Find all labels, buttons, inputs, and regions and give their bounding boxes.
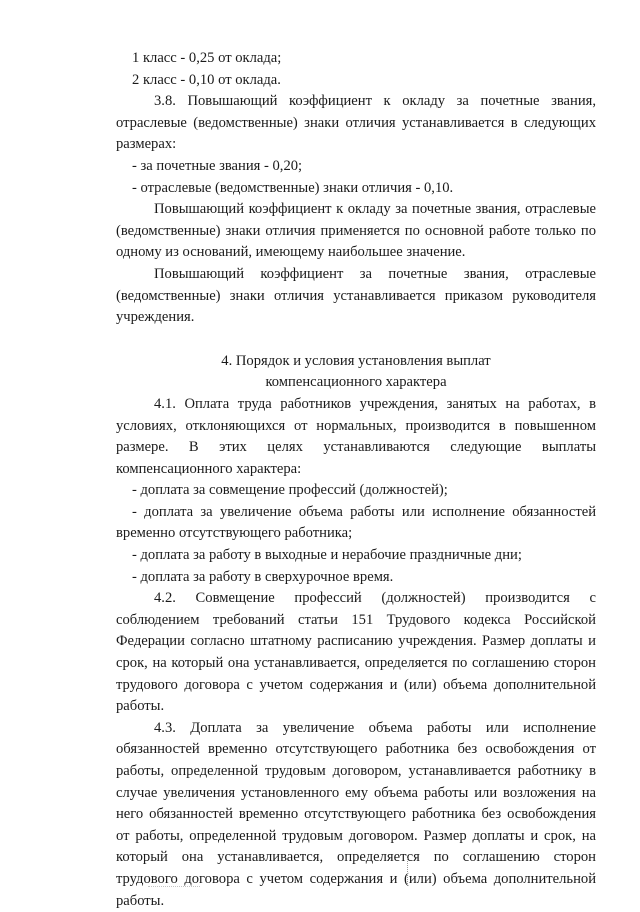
list-item-departmental-badges: - отраслевые (ведомственные) знаки отличия - 0,10. bbox=[132, 179, 454, 196]
paragraph-order: Повышающий коэффициент за почетные звания, отраслевые (ведомственные) знаки отличия устанавливается приказом руководителя учреждения. bbox=[116, 265, 596, 326]
paragraph-4-1: 4.1. Оплата труда работников учреждения, занятых на работах, в условиях, отклоняющихся от нормальных, производится в повышенном размере. В этих целях устанавливаются следующие выплаты компенсационного характера: bbox=[116, 395, 596, 477]
section-4-title bbox=[116, 351, 596, 394]
paragraph-4-2: 4.2. Совмещение профессий (должностей) производится с соблюдением требований статьи 151 Трудового кодекса Российской Федерации согласно штатному расписанию учреждения. Размер доплаты и срок, на который она устанавливается, определяется по соглашению сторон трудового договора с учетом содержания и (или) объема дополнительной работы. bbox=[116, 590, 596, 715]
list-item-increased-workload: - доплата за увеличение объема работы или исполнение обязанностей временно отсутствующего работника; bbox=[116, 503, 596, 542]
section-4-title-line-1: 4. Порядок и условия установления выплат bbox=[221, 352, 491, 369]
scan-artifact-line bbox=[148, 886, 200, 888]
paragraph-4-3: 4.3. Доплата за увеличение объема работы или исполнение обязанностей временно отсутствующего работника без освобождения от работы, определенной трудовым договором, устанавливается работнику в случае увеличения установленного ему объема работы или возложения на него обязанностей временно отсутствующего работника без освобождения от работы, определенной трудовым договором. Размер доплаты и срок, на который она устанавливается, определяется по соглашению сторон трудового договора с учетом содержания и (или) объема дополнительной работы. bbox=[116, 719, 596, 909]
class-1-line: 1 класс - 0,25 от оклада; bbox=[132, 50, 282, 66]
list-item-combining-professions: - доплата за совмещение профессий (должностей); bbox=[132, 482, 448, 499]
paragraph-single-basis: Повышающий коэффициент к окладу за почетные звания, отраслевые (ведомственные) знаки отличия применяется по основной работе только по одному из оснований, имеющему наибольшее значение. bbox=[116, 201, 596, 261]
section-4-title-line-2: компенсационного характера bbox=[265, 374, 447, 391]
scan-artifact-mark bbox=[407, 858, 409, 884]
paragraph-3-8: 3.8. Повышающий коэффициент к окладу за почетные звания, отраслевые (ведомственные) знаки отличия устанавливается в следующих размерах: bbox=[116, 93, 596, 153]
class-2-line: 2 класс - 0,10 от оклада. bbox=[132, 71, 281, 88]
list-item-weekend-work: - доплата за работу в выходные и нерабочие праздничные дни; bbox=[132, 547, 522, 564]
list-item-overtime-work: - доплата за работу в сверхурочное время. bbox=[132, 568, 394, 585]
list-item-honorary-titles: - за почетные звания - 0,20; bbox=[132, 157, 303, 174]
